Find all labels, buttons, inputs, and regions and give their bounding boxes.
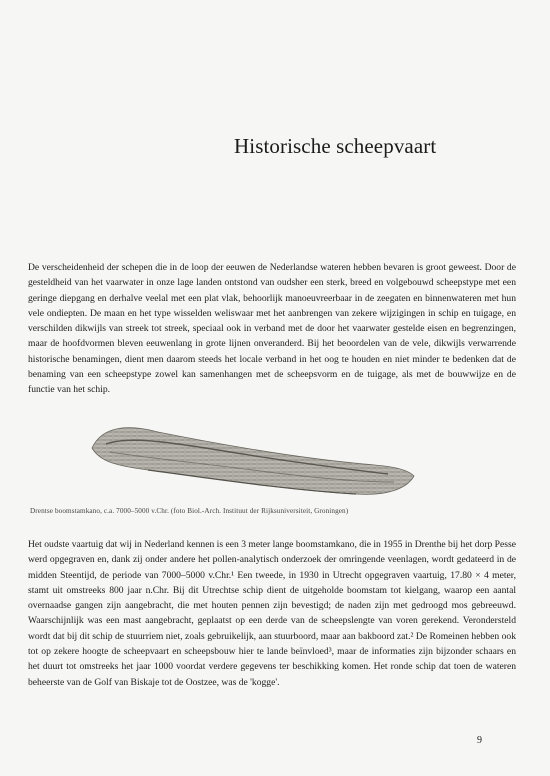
- canoe-photo: [88, 418, 418, 504]
- page-number: 9: [477, 735, 482, 746]
- paragraph-intro: De verscheidenheid der schepen die in de loop der eeuwen de Nederlandse wateren hebben bevaren is groot geweest. Door de gesteldheid van het vaarwater in onze lage landen ontstond van oudsher een sterk, breed en volgebouwd scheepstype met een geringe diepgang en derhalve veelal met een plat vlak, behoorlijk manoeuvreerbaar in de zeegaten en binnenwateren met hun vele ondiepten. De maan en het type wisselden weliswaar met het aanbrengen van zekere wijzigingen in schip en tuigage, en verschilden dikwijls van streek tot streek, speciaal ook in verband met de door het vaarwater gestelde eisen en begrenzingen, maar de hoofdvormen bleven eeuwenlang in grote lijnen onveranderd. Bij het beoordelen van de vele, dikwijls verwarrende historische benamingen, dient men daarom steeds het locale verband in het oog te houden en niet minder te bedenken dat de benaming van een scheepstype zowel kan samenhangen met de scheepsvorm en de tuigage, als met de bouwwijze en de functie van het schip.: [28, 262, 516, 396]
- figure-caption: Drentse boomstamkano, c.a. 7000–5000 v.Chr. (foto Biol.-Arch. Instituut der Rijksuniversiteit, Groningen): [30, 507, 349, 515]
- paragraph-history: Het oudste vaartuig dat wij in Nederland kennen is een 3 meter lange boomstamkano, die in 1955 in Drenthe bij het dorp Pesse werd opgegraven en, dank zij onder andere het pollen-analytisch onderzoek der omringende veenlagen, wordt gedateerd in de midden Steentijd, de periode van 7000–5000 v.Chr.¹ Een tweede, in 1930 in Utrecht opgegraven vaartuig, 17.80 × 4 meter, stamt uit omstreeks 800 jaar n.Chr. Bij dit Utrechtse schip dient de uitgeholde boomstam tot kielgang, waarop een aantal overnaadse gangen zijn aangebracht, die met houten pennen zijn bevestigd; de naden zijn met gedroogd mos gebreeuwd. Waarschijnlijk was een mast aangebracht, geplaatst op een derde van de scheepslengte van voren gerekend. Verondersteld wordt dat bij dit schip de stuurriem niet, zoals gebruikelijk, aan stuurboord, maar aan bakboord zat.² De Romeinen hebben ook tot op zekere hoogte de scheepvaart en scheepsbouw hier te lande beïnvloed³, maar de informaties zijn bijzonder schaars en het duurt tot omstreeks het jaar 1000 voordat verdere gegevens ter beschikking komen. Het ronde schip dat toen de wateren beheerste van de Golf van Biskaje tot de Oostzee, was de 'kogge'.: [28, 539, 516, 688]
- chapter-title: Historische scheepvaart: [234, 134, 437, 158]
